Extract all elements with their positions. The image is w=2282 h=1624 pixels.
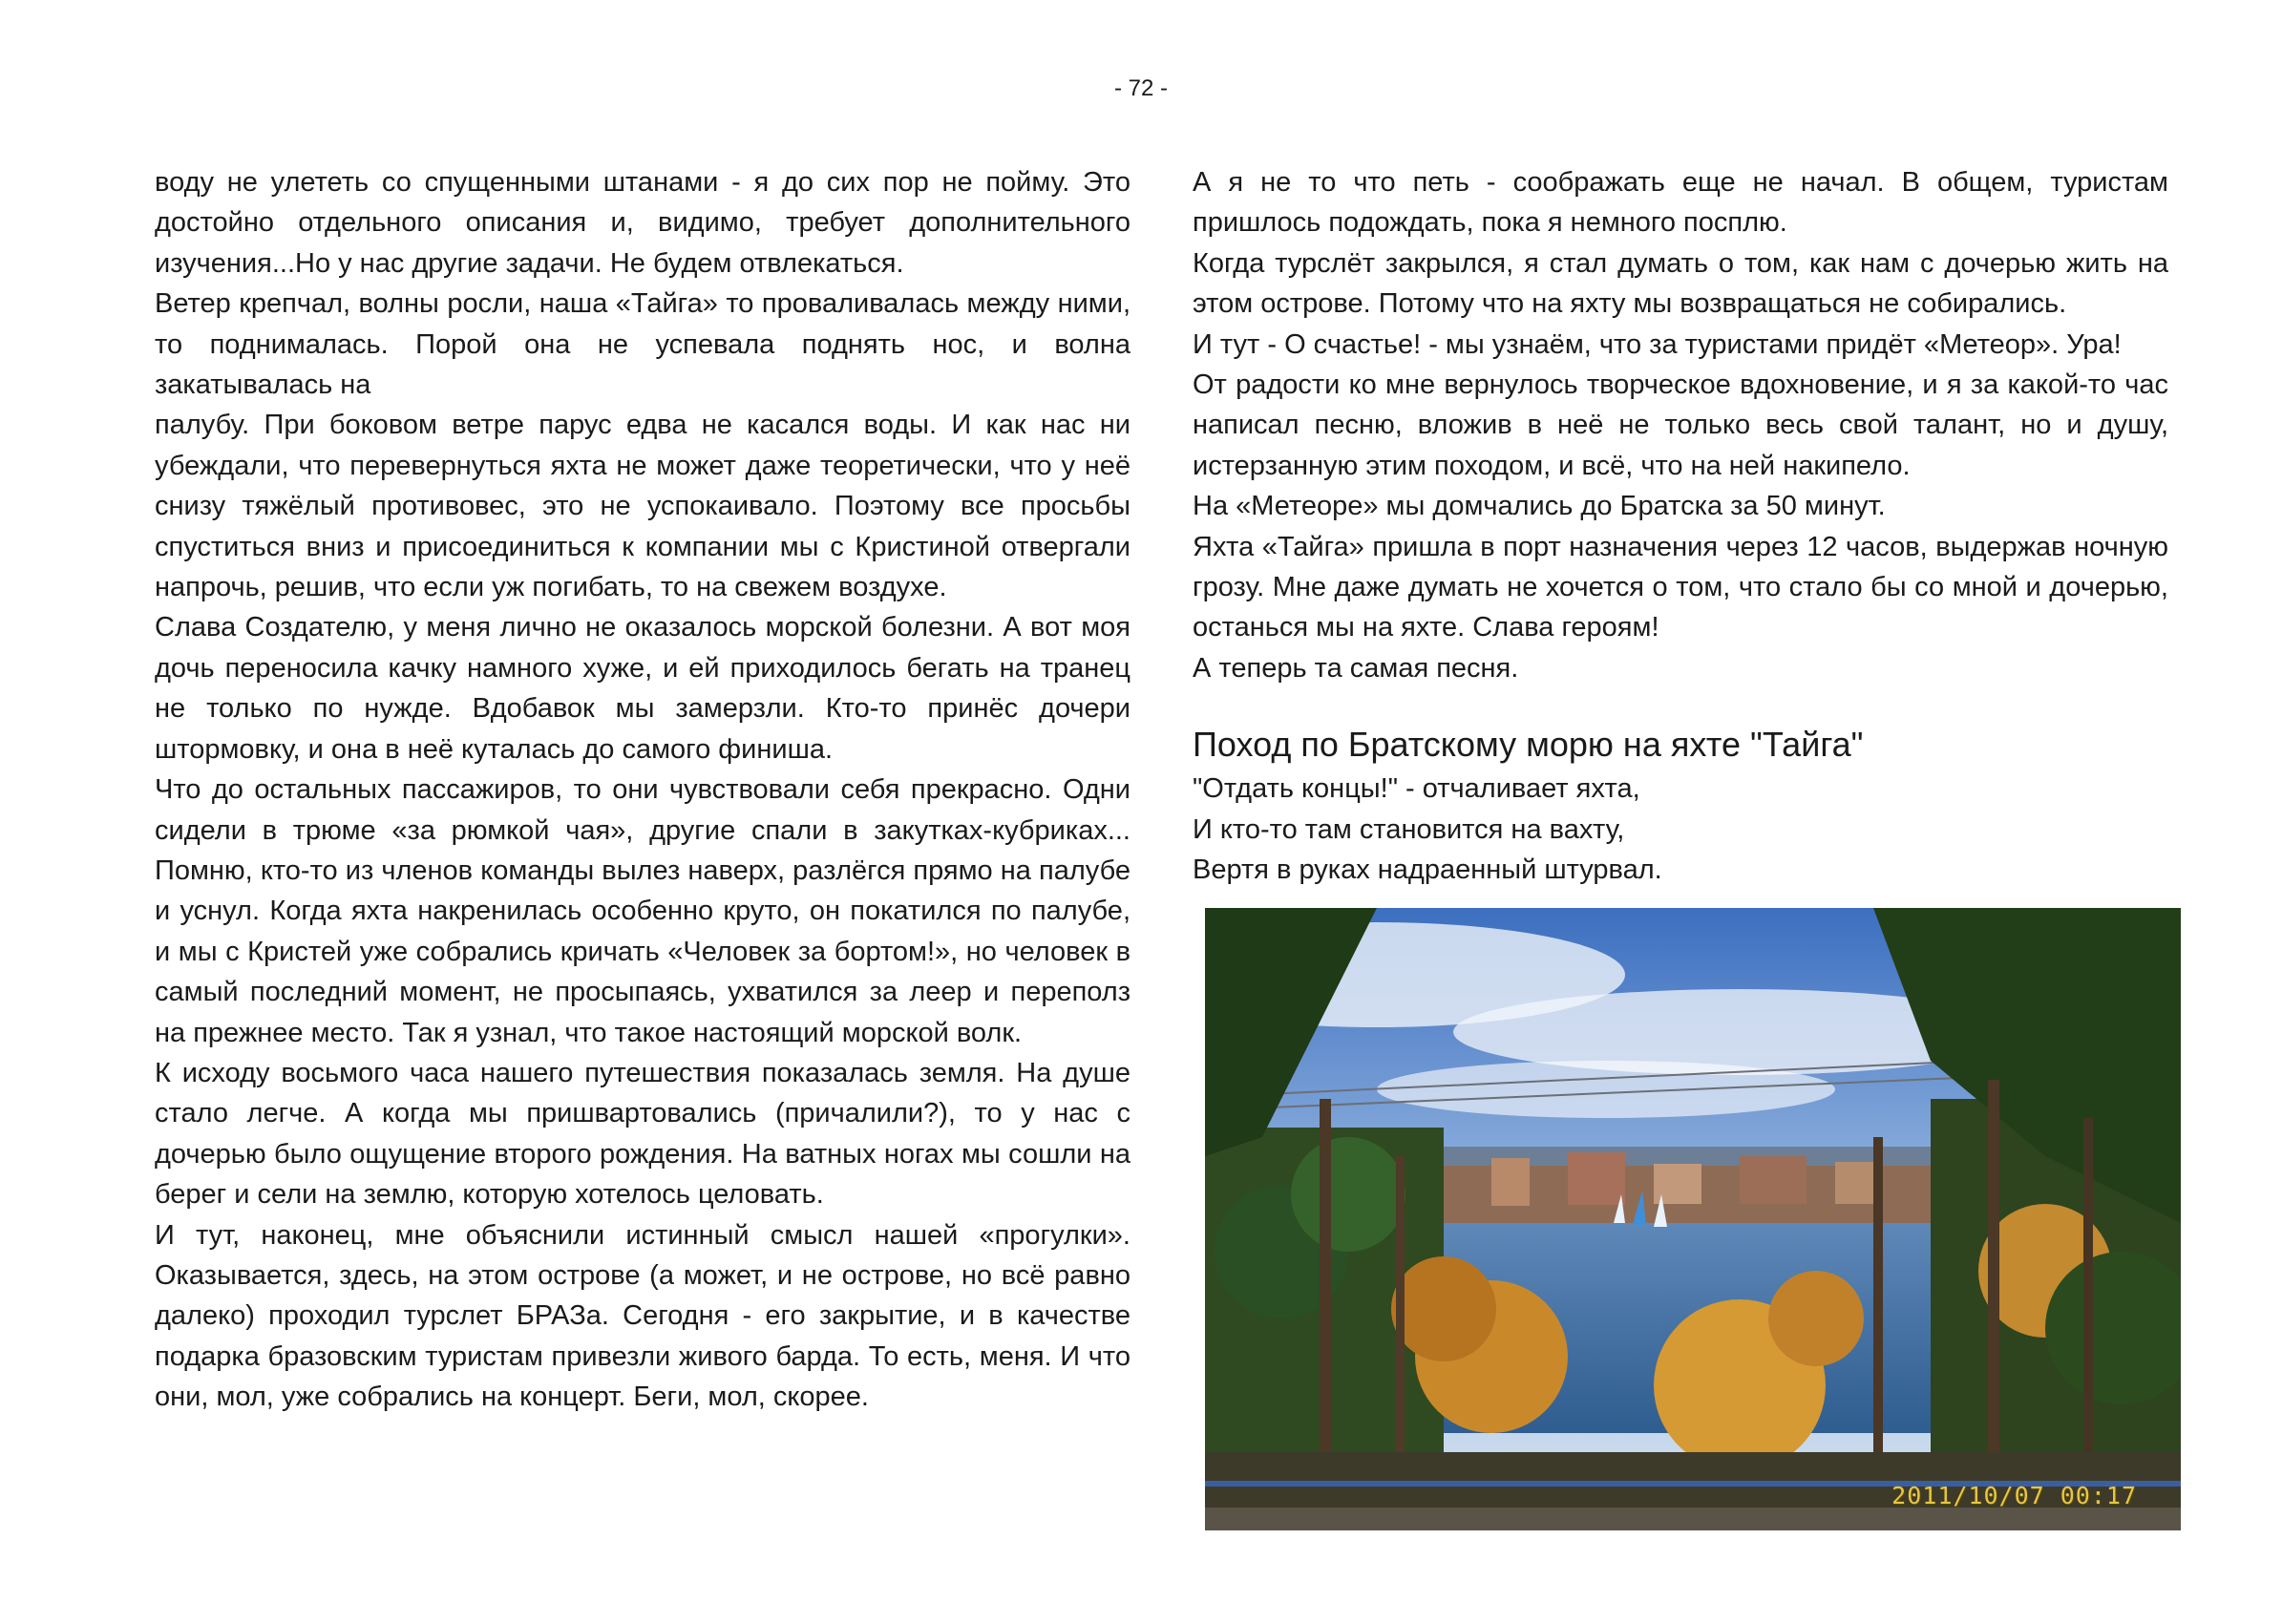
photo-timestamp: 2011/10/07 00:17 (1891, 1482, 2137, 1509)
paragraph: И тут, наконец, мне объяснили истинный смысл нашей «прогулки». Оказывается, здесь, на этом острове (а может, и не острове, но всё равно далеко) проходил турслет БРАЗа. Сегодня - его закрытие, и в качестве подарка бразовским туристам привезли живого барда. То есть, меня. И что они, мол, уже собрались на концерт. Беги, мол, скорее. (155, 1219, 1130, 1413)
landscape-photo (1205, 908, 2181, 1530)
paragraph: И тут - О счастье! - мы узнаём, что за туристами придёт «Метеор». Ура! (1193, 328, 2122, 360)
left-column (155, 162, 1130, 1418)
right-column (1193, 162, 2168, 891)
paragraph: А теперь та самая песня. (1193, 652, 1519, 684)
paragraph: Яхта «Тайга» пришла в порт назначения через 12 часов, выдержав ночную грозу. Мне даже думать не хочется о том, что стало бы со мной и дочерью, останься мы на яхте. Слава героям! (1193, 531, 2168, 643)
paragraph: К исходу восьмого часа нашего путешествия показалась земля. На душе стало легче. А когда мы пришвартовались (причалили?), то у нас с дочерью было ощущение второго рождения. На ватных ногах мы сошли на берег и сели на землю, которую хотелось целовать. (155, 1057, 1130, 1211)
paragraph: Что до остальных пассажиров, то они чувствовали себя прекрасно. Одни сидели в трюме «за рюмкой чая», другие спали в закутках-кубриках... Помню, кто-то из членов команды вылез наверх, разлёгся прямо на палубе и уснул. Когда яхта накренилась особенно круто, он покатился по палубе, и мы с Кристей уже собрались кричать «Человек за бортом!», но человек в самый последний момент, не просыпаясь, ухватился за леер и переполз на прежнее место. Так я узнал, что такое настоящий морской волк. (155, 774, 1130, 1048)
song-verse-line: "Отдать концы!" - отчаливает яхта, (1193, 773, 1640, 805)
paragraph: воду не улететь со спущенными штанами - я до сих пор не пойму. Это достойно отдельного описания и, видимо, требует дополнительного изучения...Но у нас другие задачи. Не будем отвлекаться. (155, 167, 1130, 279)
song-title: Поход по Братскому морю на яхте "Тайга" (1193, 725, 1864, 765)
paragraph: А я не то что петь - соображать еще не начал. В общем, туристам пришлось подождать, пока я немного посплю. (1193, 167, 2168, 239)
song-verse-line: Вертя в руках надраенный штурвал. (1193, 854, 1662, 886)
page-number: - 72 - (1113, 75, 1168, 101)
paragraph: палубу. При боковом ветре парус едва не касался воды. И как нас ни убеждали, что перевернуться яхта не может даже теоретически, что у неё снизу тяжёлый противовес, это не успокаивало. Поэтому все просьбы спуститься вниз и присоединиться к компании мы с Кристиной отвергали напрочь, решив, что если уж погибать, то на свежем воздухе. (155, 410, 1130, 603)
paragraph: Ветер крепчал, волны росли, наша «Тайга» то проваливалась между ними, то поднималась. Порой она не успевала поднять нос, и волна закатывалась на (155, 288, 1130, 401)
paragraph: Слава Создателю, у меня лично не оказалось морской болезни. А вот моя дочь переносила качку намного хуже, и ей приходилось бегать на транец не только по нужде. Вдобавок мы замерзли. Кто-то принёс дочери штормовку, и она в неё куталась до самого финиша. (155, 612, 1130, 765)
song-verse-line: И кто-то там становится на вахту, (1193, 813, 1625, 845)
paragraph: От радости ко мне вернулось творческое вдохновение, и я за какой-то час написал песню, вложив в неё не только весь свой талант, но и душу, истерзанную этим походом, и всё, что на ней накипело. (1193, 369, 2168, 481)
paragraph: Когда турслёт закрылся, я стал думать о том, как нам с дочерью жить на этом острове. Потому что на яхту мы возвращаться не собирались. (1193, 247, 2168, 320)
paragraph: На «Метеоре» мы домчались до Братска за 50 минут. (1193, 491, 1886, 522)
